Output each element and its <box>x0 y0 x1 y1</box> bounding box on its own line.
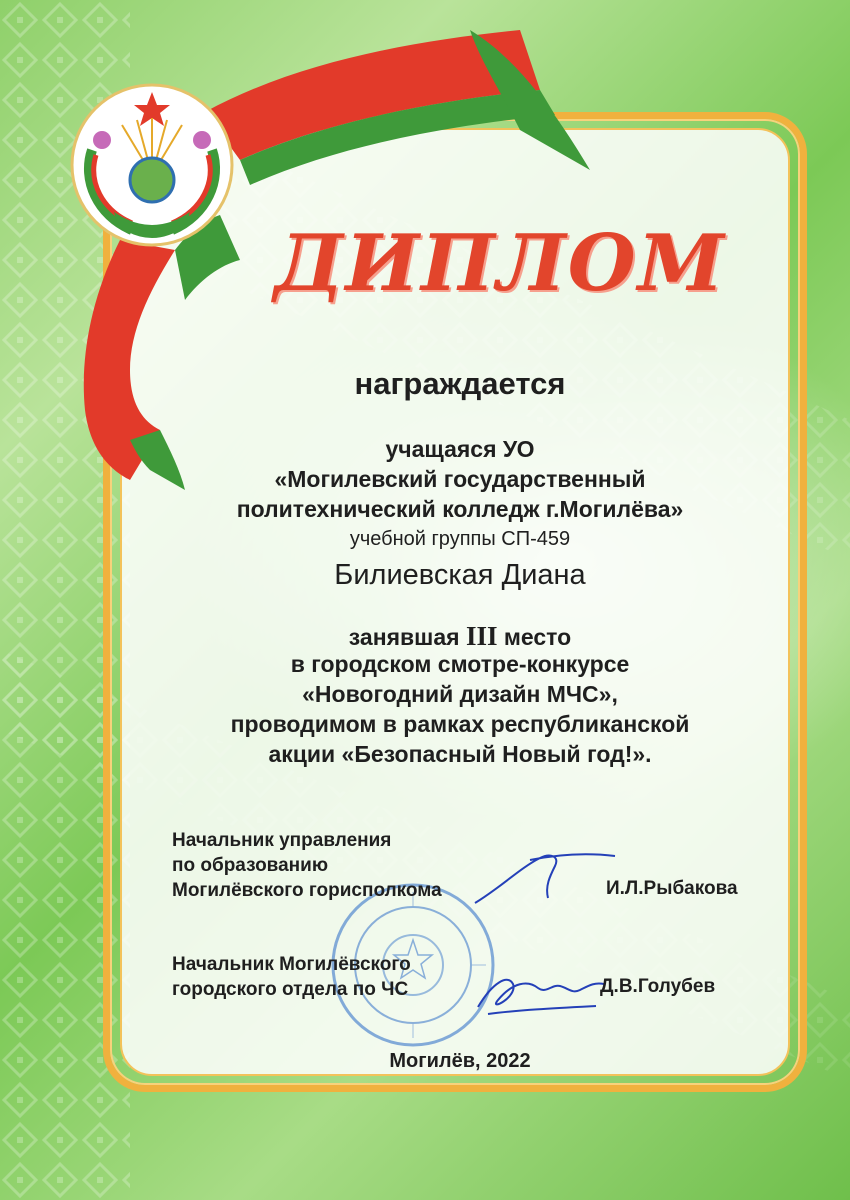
place-suffix: место <box>503 624 572 650</box>
signatory-2-position-line-2: городского отдела по ЧС <box>172 979 409 1000</box>
contest-line-2: «Новогодний дизайн МЧС», <box>302 681 618 707</box>
place-number: III <box>465 621 498 651</box>
signatory-1-position-line-2: по образованию <box>172 855 329 876</box>
signatory-1-position-line-3: Могилёвского горисполкома <box>172 880 442 901</box>
signatory-1-position-line-1: Начальник управления <box>172 830 392 851</box>
signatory-1-name: И.Л.Рыбакова <box>606 878 738 899</box>
contest-line-4: акции «Безопасный Новый год!». <box>268 741 652 767</box>
diploma-title: ДИПЛОМ <box>273 218 726 309</box>
signature-2 <box>468 962 608 1022</box>
place-line <box>150 621 770 652</box>
awarded-label: награждается <box>354 366 566 401</box>
city-year: Могилёв, 2022 <box>389 1050 531 1072</box>
group-line: учебной группы СП-459 <box>349 528 571 550</box>
college-line-1: «Могилевский государственный <box>274 466 646 492</box>
signature-1 <box>470 848 620 908</box>
contest-line-3: проводимом в рамках республиканской <box>230 711 690 737</box>
student-line: учащаяся УО <box>385 436 535 462</box>
student-name: Билиевская Диана <box>334 559 586 591</box>
contest-line-1: в городском смотре-конкурсе <box>290 651 630 677</box>
belarus-emblem <box>62 80 242 250</box>
signatory-2-name: Д.В.Голубев <box>600 976 716 997</box>
place-prefix: занявшая <box>348 624 460 650</box>
signatory-2-position-line-1: Начальник Могилёвского <box>172 954 411 975</box>
college-line-2: политехнический колледж г.Могилёва» <box>236 496 684 522</box>
